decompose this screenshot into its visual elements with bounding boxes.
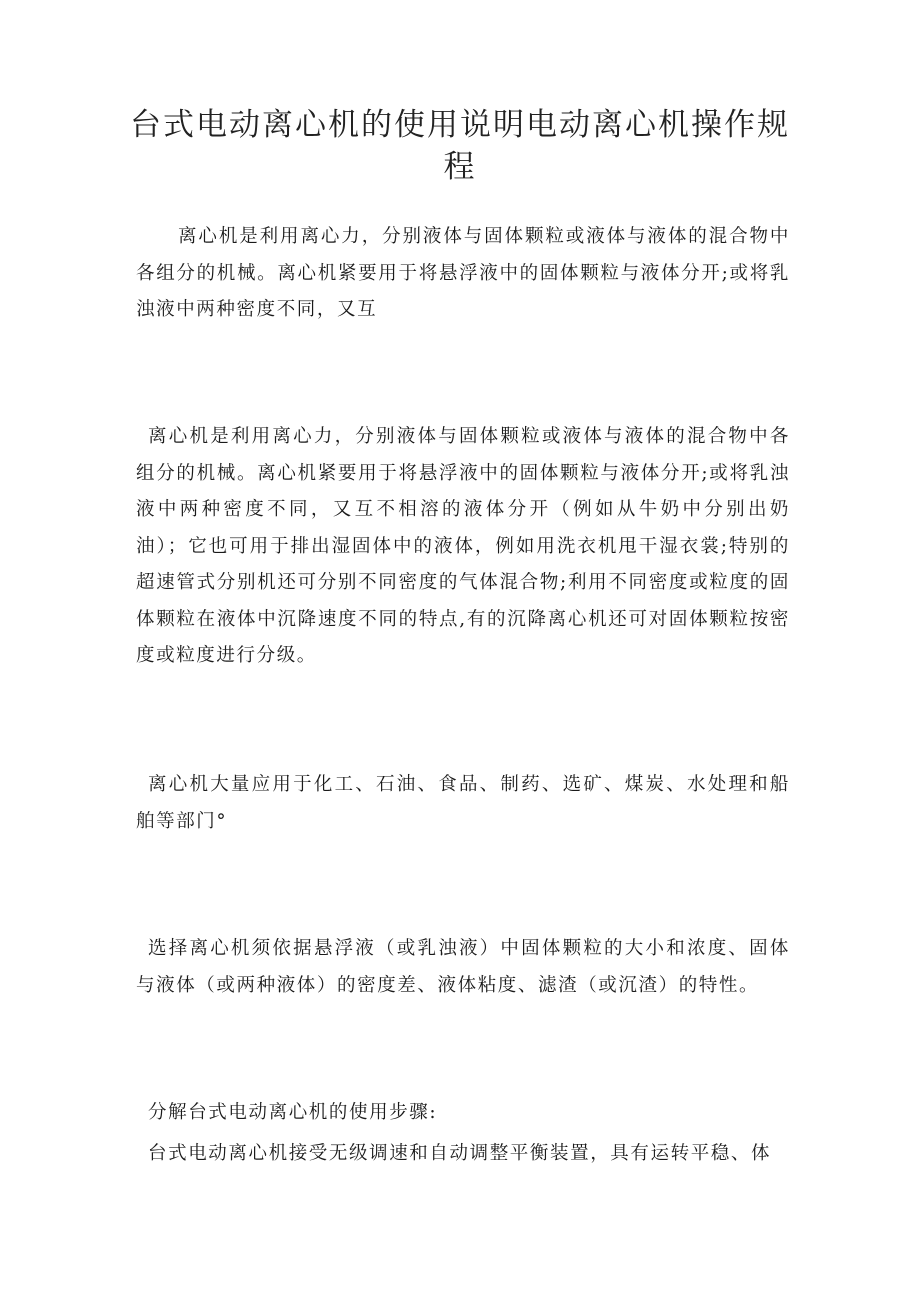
paragraph-centrifuge-definition: 离心机是利用离心力，分别液体与固体颗粒或液体与液体的混合物中各组分的机械。离心机紧要用于将悬浮液中的固体颗粒与液体分开;或将乳浊液中两种密度不同，又互不相溶的液体分开（例如从牛奶中分别出奶油）；它也可用于排出湿固体中的液体，例如用洗衣机甩干湿衣裳;特别的超速管式分别机还可分别不同密度的气体混合物;利用不同密度或粒度的固体颗粒在液体中沉降速度不同的特点,有的沉降离心机还可对固体颗粒按密度或粒度进行分级。 [136,426,790,666]
paragraph-usage-steps-heading: 分解台式电动离心机的使用步骤: [148,1102,438,1123]
paragraph-usage-description: 台式电动离心机接受无级调速和自动调整平衡装置，具有运转平稳、体 [148,1143,772,1164]
document-title: 台式电动离心机的使用说明电动离心机操作规程 [130,107,790,185]
paragraph-applications: 离心机大量应用于化工、石油、食品、制药、选矿、煤炭、水处理和船舶等部门° [136,774,790,832]
paragraph-selection-criteria: 选择离心机须依据悬浮液（或乳浊液）中固体颗粒的大小和浓度、固体与液体（或两种液体）的密度差、液体粘度、滤渣（或沉渣）的特性。 [136,938,790,996]
paragraph-intro-truncated: 离心机是利用离心力，分别液体与固体颗粒或液体与液体的混合物中各组分的机械。离心机紧要用于将悬浮液中的固体颗粒与液体分开;或将乳浊液中两种密度不同，又互 [136,226,790,320]
